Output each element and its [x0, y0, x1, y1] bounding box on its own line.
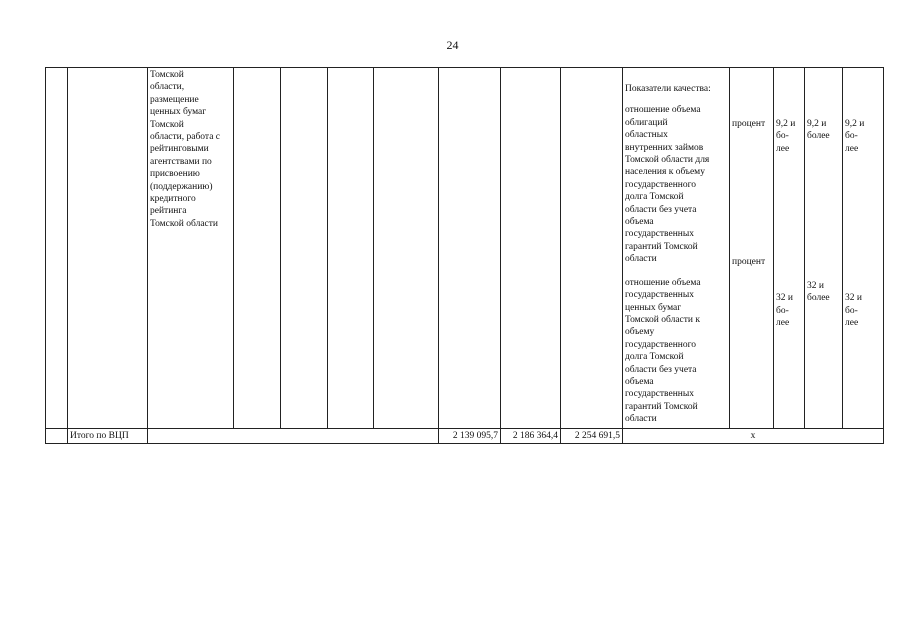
- cell-value-year-1: [774, 68, 805, 429]
- indicators-heading: Показатели качества:: [625, 84, 711, 94]
- cell-amount-3: [561, 68, 623, 429]
- indicator-text: отношение объема облигаций областных внутренних займов Томской области для населения к объему государственного долга Томской области без учета объема государственных гарантий Томской области: [625, 105, 710, 265]
- cell-unit: [730, 68, 774, 429]
- indicator-value: 32 и бо- лее: [845, 293, 862, 329]
- indicator-value: 9,2 и более: [807, 119, 830, 142]
- indicator-value: 9,2 и бо- лее: [845, 119, 865, 154]
- table-row-total: [46, 429, 884, 444]
- indicator-value: 32 и более: [807, 280, 830, 304]
- cell-value-year-3: [843, 68, 884, 429]
- total-label: Итого по ВЦП: [68, 429, 148, 444]
- cell-empty: [374, 68, 439, 429]
- indicator-text: отношение объема государственных ценных бумаг Томской области к объему государственного долга Томской области без учета объема государственных гарантий Томской области: [625, 277, 701, 425]
- total-amount-2: 2 186 364,4: [501, 429, 561, 444]
- cell-amount-2: [501, 68, 561, 429]
- cell-indicators: [623, 68, 730, 429]
- table-row-measure: [46, 68, 884, 429]
- cell-empty: [234, 68, 281, 429]
- cell-measure: [148, 68, 234, 429]
- total-amount-3: 2 254 691,5: [561, 429, 623, 444]
- indicator-value: 32 и бо- лее: [776, 293, 793, 329]
- program-table: [45, 67, 884, 444]
- cell-empty: [148, 429, 439, 444]
- indicator-unit: процент: [732, 257, 766, 268]
- cell-index: [46, 68, 68, 429]
- cell-empty: [328, 68, 374, 429]
- indicator-unit: процент: [732, 119, 766, 129]
- measure-text: Томской области, размещение ценных бумаг Томской области, работа с рейтинговыми агентствами по присвоению (поддержанию) кредитного рейтинга Томской области: [150, 70, 221, 229]
- cell-amount-1: [439, 68, 501, 429]
- total-amount-1: 2 139 095,7: [439, 429, 501, 444]
- cell-index: [46, 429, 68, 444]
- cell-blank: [68, 68, 148, 429]
- total-mark: х: [623, 429, 884, 444]
- cell-empty: [281, 68, 328, 429]
- cell-value-year-2: [805, 68, 843, 429]
- page-number: 24: [446, 38, 459, 52]
- indicator-value: 9,2 и бо- лее: [776, 119, 796, 154]
